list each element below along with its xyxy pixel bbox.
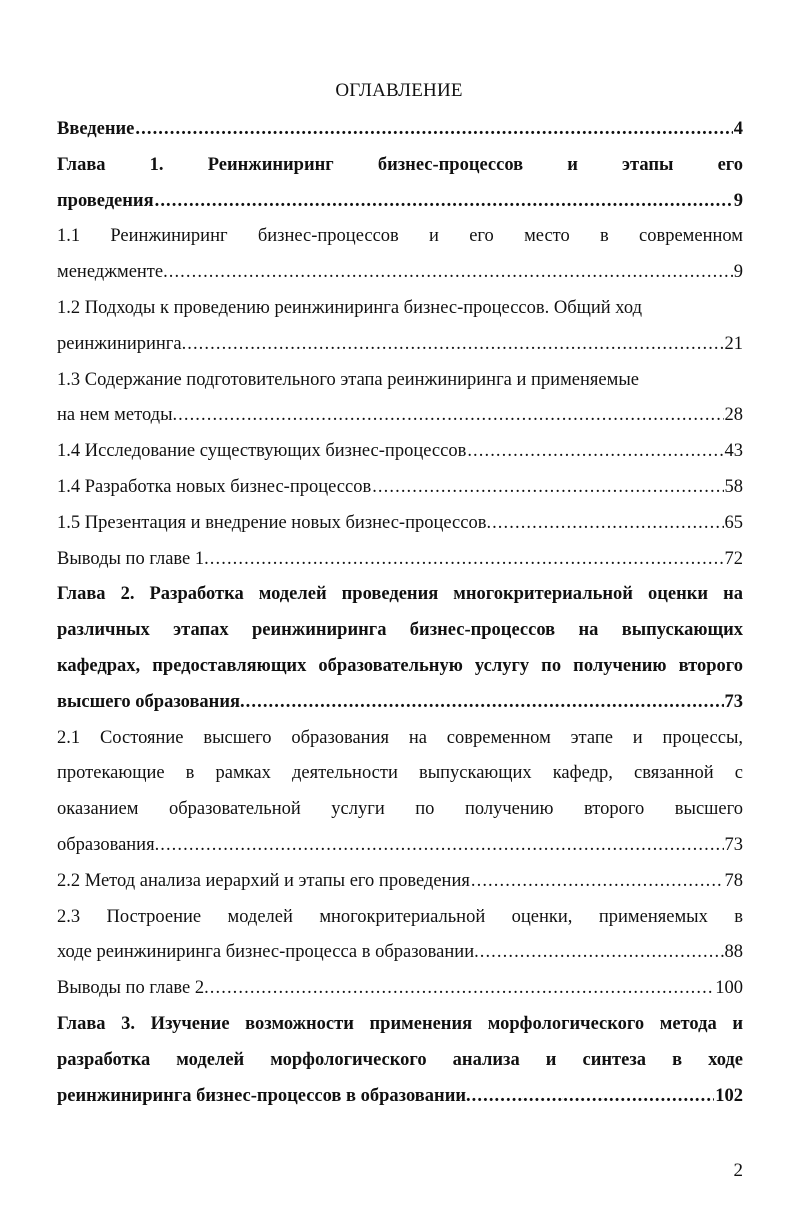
toc-entry-section-2-1-line[interactable]: оказанием образовательной услуги по получению второго высшего [57, 799, 743, 820]
toc-entry-section-1-3-line[interactable]: 1.3 Содержание подготовительного этапа реинжиниринга и применяемые [57, 369, 639, 390]
dot-leader [372, 470, 723, 506]
entry-text: образования. [57, 834, 160, 855]
dot-leader [492, 506, 723, 542]
entry-text: 1.5 Презентация и внедрение новых бизнес-процессов. [57, 512, 492, 533]
toc-entry-chapter-1[interactable] [57, 184, 743, 220]
dot-leader [155, 184, 733, 220]
toc-entry-chapter-2-line[interactable]: различных этапах реинжиниринга бизнес-процессов на выпускающих [57, 620, 743, 641]
toc-entry-section-2-1[interactable] [57, 828, 743, 864]
entry-page: 88 [724, 942, 743, 963]
entry-page: 78 [724, 870, 743, 891]
toc-entry-chapter-3[interactable] [57, 1079, 743, 1115]
page-number: 2 [733, 1160, 743, 1181]
entry-page: 102 [715, 1085, 743, 1106]
entry-page: 4 [733, 119, 743, 139]
entry-text: на нем методы. [57, 405, 178, 426]
entry-page: 73 [724, 834, 743, 855]
entry-text: 2.2 Метод анализа иерархий и этапы его проведения [57, 870, 470, 891]
entry-text: Выводы по главе 2. [57, 978, 209, 999]
toc-entry-chapter-1-line[interactable]: Глава 1. Реинжиниринг бизнес-процессов и этапы его [57, 154, 743, 175]
dot-leader [135, 112, 732, 148]
dot-leader [187, 327, 723, 363]
dot-leader [472, 1079, 715, 1115]
toc-entry-section-1-3[interactable] [57, 398, 743, 434]
entry-text: 1.4 Исследование существующих бизнес-процессов [57, 441, 467, 462]
toc-entry-section-2-1-line[interactable]: 2.1 Состояние высшего образования на современном этапе и процессы, [57, 727, 743, 748]
toc-entry-chapter-3-line[interactable]: разработка моделей морфологического анализа и синтеза в ходе [57, 1049, 743, 1070]
toc-entry-conclusions-1[interactable] [57, 542, 743, 578]
entry-text: ходе реинжиниринга бизнес-процесса в образовании. [57, 942, 479, 963]
table-of-contents [57, 112, 743, 1114]
toc-entry-chapter-2-line[interactable]: кафедрах, предоставляющих образовательную услугу по получению второго [57, 655, 743, 676]
toc-title: ОГЛАВЛЕНИЕ [335, 80, 463, 101]
entry-text: 1.4 Разработка новых бизнес-процессов [57, 476, 372, 497]
toc-entry-section-1-1-line[interactable]: 1.1 Реинжиниринг бизнес-процессов и его место в современном [57, 226, 743, 247]
dot-leader [471, 864, 724, 900]
toc-entry-section-2-2[interactable] [57, 864, 743, 900]
entry-text: реинжиниринга. [57, 333, 187, 354]
toc-entry-section-2-3[interactable] [57, 935, 743, 971]
entry-page: 21 [724, 333, 743, 354]
entry-page: 9 [733, 190, 743, 211]
dot-leader [169, 255, 733, 291]
entry-page: 65 [724, 512, 743, 533]
toc-entry-chapter-3-line[interactable]: Глава 3. Изучение возможности применения морфологического метода и [57, 1013, 743, 1034]
toc-entry-chapter-2-line[interactable]: Глава 2. Разработка моделей проведения многокритериальной оценки на [57, 584, 743, 605]
entry-page: 43 [724, 441, 743, 462]
toc-entry-introduction[interactable] [57, 112, 743, 148]
entry-page: 28 [724, 405, 743, 426]
toc-entry-conclusions-2[interactable] [57, 971, 743, 1007]
toc-entry-section-2-3-line[interactable]: 2.3 Построение моделей многокритериальной оценки, применяемых в [57, 906, 743, 927]
entry-page: 58 [724, 476, 743, 497]
entry-text: Введение [57, 119, 135, 139]
entry-page: 100 [715, 978, 743, 999]
dot-leader [246, 685, 724, 721]
dot-leader [467, 434, 723, 470]
entry-text: Выводы по главе 1. [57, 548, 209, 569]
toc-entry-section-1-2[interactable] [57, 327, 743, 363]
toc-entry-chapter-2[interactable] [57, 685, 743, 721]
entry-text: высшего образования. [57, 691, 245, 712]
toc-entry-section-2-1-line[interactable]: протекающие в рамках деятельности выпускающих кафедр, связанной с [57, 763, 743, 784]
dot-leader [178, 398, 723, 434]
dot-leader [480, 935, 724, 971]
toc-entry-section-1-4-research[interactable] [57, 434, 743, 470]
entry-page: 9 [733, 262, 743, 283]
dot-leader [160, 828, 723, 864]
toc-entry-section-1-4-development[interactable] [57, 470, 743, 506]
dot-leader [210, 971, 714, 1007]
dot-leader [210, 542, 724, 578]
entry-text: менеджменте. [57, 262, 168, 283]
entry-page: 72 [724, 548, 743, 569]
entry-page: 73 [724, 691, 743, 712]
toc-entry-section-1-5[interactable] [57, 506, 743, 542]
toc-entry-section-1-1[interactable] [57, 255, 743, 291]
entry-text: проведения [57, 190, 154, 211]
toc-entry-section-1-2-line[interactable]: 1.2 Подходы к проведению реинжиниринга бизнес-процессов. Общий ход [57, 297, 642, 318]
entry-text: реинжиниринга бизнес-процессов в образовании. [57, 1085, 471, 1106]
